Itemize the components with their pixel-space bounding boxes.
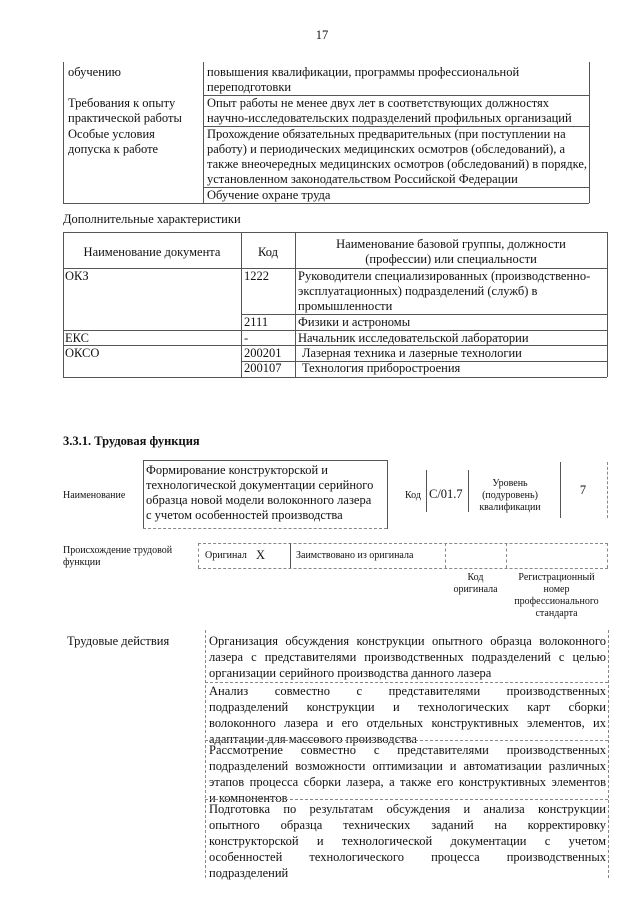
- extra-title: Дополнительные характеристики: [63, 212, 241, 226]
- okso-name-200201: Лазерная техника и лазерные технологии: [302, 346, 522, 360]
- header-name-line-1: Наименование базовой группы, должности: [336, 237, 566, 251]
- extra-table-top-border: [63, 232, 607, 233]
- top-table-left-border: [63, 62, 64, 203]
- special-value-line-5: Обучение охране труда: [207, 188, 331, 202]
- action-1-line-3: организации серийного производства данного лазера: [209, 666, 492, 680]
- level-label-line-2: (подуровень): [482, 490, 538, 501]
- origin-box-top: [198, 543, 608, 544]
- function-name-line-2: технологической документации серийного: [146, 478, 374, 492]
- training-value-line-1: повышения квалификации, программы профессиональной: [207, 65, 520, 79]
- header-doc: Наименование документа: [83, 245, 221, 259]
- function-name-box-bottom: [143, 528, 387, 529]
- okso-code-200201: 200201: [244, 346, 282, 360]
- page-number: 17: [315, 28, 329, 42]
- action-4-line-3: конструкторской и технологической документации с учетом: [209, 834, 606, 848]
- header-name-line-2: (профессии) или специальности: [365, 252, 537, 266]
- extra-table-bottom-border: [63, 377, 607, 378]
- action-4-line-4: особенностей технологического процесса производственных: [209, 850, 606, 864]
- eks-doc: ЕКС: [65, 331, 89, 345]
- action-3-line-3: этапов процесса сборки лазера, а также его конструктивных элементов: [209, 775, 606, 789]
- origin-label-line-2: функции: [63, 557, 101, 568]
- action-1-line-1: Организация обсуждения конструкции опытного образца волоконного: [209, 634, 606, 648]
- actions-left-border: [205, 630, 206, 878]
- original-mark: X: [256, 548, 266, 562]
- function-level: 7: [579, 483, 587, 497]
- okz-doc: ОКЗ: [65, 269, 89, 283]
- okz-code-1222: 1222: [244, 269, 269, 283]
- okz-name-line-3: промышленности: [298, 299, 393, 313]
- special-label-line-2: допуска к работе: [68, 142, 159, 156]
- okz-code-2111: 2111: [244, 315, 269, 329]
- reg-number-line-3: профессионального: [514, 596, 599, 607]
- action-2-line-3: волоконного лазера и его отдельных конструктивных элементов, их: [209, 716, 606, 730]
- function-name-line-1: Формирование конструкторской и: [146, 463, 328, 477]
- action-2-line-4: адаптации для массового производства: [209, 732, 417, 746]
- special-value-line-4: установленном законодательством Российской Федерации: [207, 172, 518, 186]
- original-label: Оригинал: [205, 550, 247, 561]
- origin-col-divider-2: [445, 543, 446, 568]
- function-name-line-3: образца новой модели волоконного лазера: [146, 493, 372, 507]
- reg-number-line-2: номер: [543, 584, 570, 595]
- action-3-line-2: подразделений возможности оптимизации и автоматизации различных: [209, 759, 606, 773]
- special-label-line-1: Особые условия: [68, 127, 155, 141]
- okz-name-line-2: эксплуатационных) подразделений (служб) в: [298, 284, 538, 298]
- action-2-line-2: подразделений конструкции и технологических карт сборки: [209, 700, 606, 714]
- reg-number-line-4: стандарта: [535, 608, 578, 619]
- top-table-mid-border: [203, 62, 204, 203]
- action-3-line-1: Рассмотрение совместно с представителями производственных: [209, 743, 606, 757]
- actions-label: Трудовые действия: [67, 634, 170, 648]
- action-4-line-1: Подготовка по результатам обсуждения и анализа конструкции: [209, 802, 606, 816]
- action-divider: [205, 740, 608, 741]
- action-4-line-5: подразделений: [209, 866, 289, 880]
- code-original-line-2: оригинала: [453, 584, 498, 595]
- origin-col-divider-1: [290, 543, 291, 568]
- level-label-line-1: Уровень: [492, 478, 528, 489]
- special-value-line-2: работу) и периодических медицинских осмотров (обследований), а: [207, 142, 566, 156]
- action-divider: [205, 799, 608, 800]
- training-value-line-2: переподготовки: [207, 80, 292, 94]
- okso-code-200107: 200107: [244, 361, 282, 375]
- action-divider: [205, 682, 608, 683]
- action-4-line-2: опытного образца технических заданий на корректировку: [209, 818, 606, 832]
- borrowed-label: Заимствовано из оригинала: [296, 550, 414, 561]
- function-code: C/01.7: [429, 487, 463, 501]
- experience-value-line-2: научно-исследовательских подразделений профильных организаций: [207, 111, 572, 125]
- reg-number-line-1: Регистрационный: [518, 572, 595, 583]
- okso-doc: ОКСО: [65, 346, 100, 360]
- function-heading: 3.3.1. Трудовая функция: [63, 434, 200, 448]
- eks-code: -: [244, 331, 249, 345]
- origin-col-divider-3: [506, 543, 507, 568]
- action-3-line-4: и компонентов: [209, 791, 288, 805]
- function-code-label: Код: [405, 490, 421, 501]
- okz-name-line-1: Руководители специализированных (производственно-: [298, 269, 591, 283]
- function-name-label: Наименование: [63, 490, 126, 501]
- okso-name-200107: Технология приборостроения: [302, 361, 461, 375]
- origin-box-left: [198, 543, 199, 568]
- origin-box-bottom: [198, 568, 608, 569]
- eks-name: Начальник исследовательской лаборатории: [298, 331, 529, 345]
- special-value-line-1: Прохождение обязательных предварительных (при поступлении на: [207, 127, 566, 141]
- experience-label-line-1: Требования к опыту: [68, 96, 176, 110]
- top-table-bottom-border: [63, 203, 589, 204]
- actions-right-border: [608, 630, 609, 878]
- top-table-right-border: [589, 62, 590, 203]
- function-name-line-4: с учетом особенностей производства: [146, 508, 343, 522]
- origin-box-right: [607, 543, 608, 568]
- action-2-line-1: Анализ совместно с представителями производственных: [209, 684, 606, 698]
- row-divider: [241, 314, 607, 315]
- code-original-line-1: Код: [467, 572, 484, 583]
- training-label: обучению: [68, 65, 121, 79]
- okz-name-2111: Физики и астрономы: [298, 315, 411, 329]
- experience-value-line-1: Опыт работы не менее двух лет в соответствующих должностях: [207, 96, 550, 110]
- level-label-line-3: квалификации: [479, 502, 541, 513]
- extra-table-right-border: [607, 232, 608, 377]
- special-value-line-3: также внеочередных медицинских осмотров (обследований) в порядке,: [207, 157, 588, 171]
- origin-label-line-1: Происхождение трудовой: [63, 545, 173, 556]
- header-code: Код: [258, 245, 278, 259]
- action-1-line-2: лазера с представителями производственных подразделений с целью: [209, 650, 606, 664]
- experience-label-line-2: практической работы: [68, 111, 182, 125]
